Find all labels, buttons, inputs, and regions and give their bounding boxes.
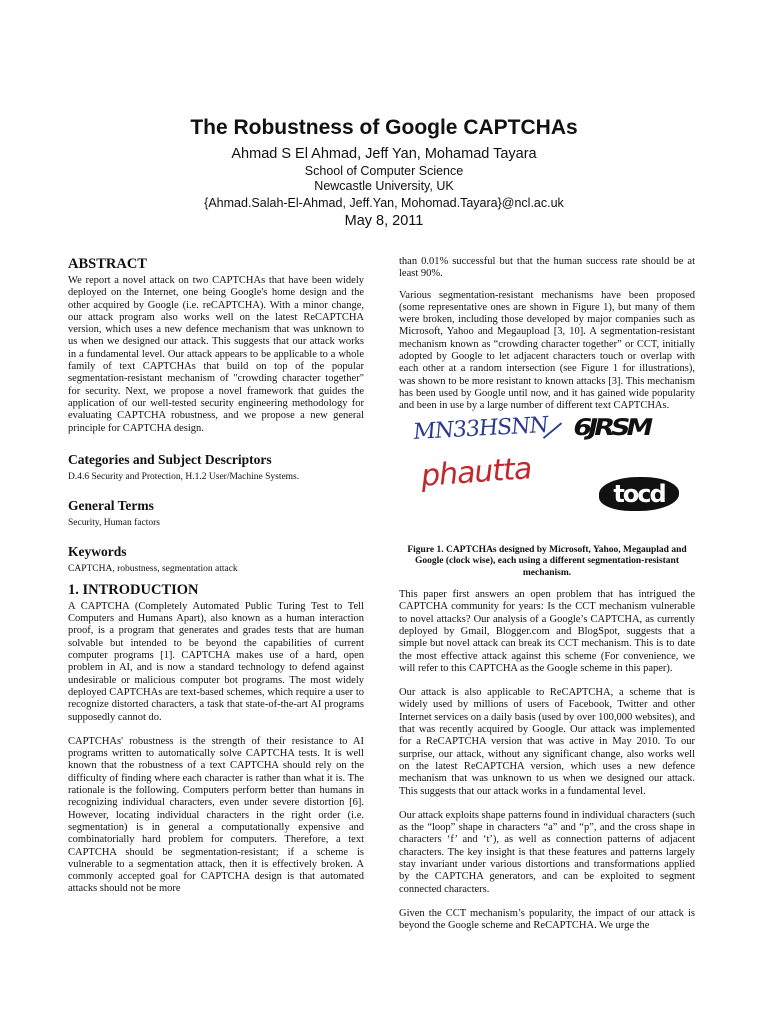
paper-title: The Robustness of Google CAPTCHAs [190, 116, 578, 139]
right-paragraph-3: This paper first answers an open problem that has intrigued the CAPTCHA community for years: Is the CCT mechanism vulnerable to novel attacks? Our analysis of a Google’s CAPTCHA, as currently deployed by Gmail, Blogger.com and BlogSpot, suggests that a simple but novel attack can break its CCT mechanism. This is to date the most effective attack against this scheme (For convenience, we will refer to this CAPTCHA as the Google scheme in this paper). [399, 589, 695, 674]
captcha-microsoft-image [412, 412, 564, 445]
keywords-heading: Keywords [68, 543, 127, 559]
general-terms-text: Security, Human factors [68, 517, 160, 528]
keywords-text: CAPTCHA, robustness, segmentation attack [68, 563, 238, 574]
author-emails[interactable]: {Ahmad.Salah-El-Ahmad, Jeff.Yan, Mohomad.Tayara}@ncl.ac.uk [204, 196, 564, 210]
general-terms-heading: General Terms [68, 497, 154, 513]
introduction-heading: 1. INTRODUCTION [68, 581, 199, 598]
right-paragraph-2: Various segmentation-resistant mechanisms have been proposed (some representative ones are shown in Figure 1), but many of them were broken, including those developed by major companies such as Microsoft, Yahoo and Megaupload [3, 10]. A segmentation-resistant mechanism known as “crowding character together” or CCT, initially adopted by Google to let adjacent characters touch or overlap with each other at a random intersection (see Figure 1 for illustrations), was shown to be more resistant to known attacks [3]. This mechanism has been used by Google until now, and it has gained wide popularity and been in use by a large number of different text CAPTCHAs. [399, 289, 695, 412]
categories-text: D.4.6 Security and Protection, H.1.2 User/Machine Systems. [68, 471, 300, 482]
authors: Ahmad S El Ahmad, Jeff Yan, Mohamad Tayara [231, 146, 537, 162]
abstract-heading: ABSTRACT [68, 256, 147, 272]
captcha-megaupload-text: phautta [419, 450, 533, 494]
figure-1 [399, 412, 695, 539]
introduction-paragraph-2: CAPTCHAs' robustness is the strength of their resistance to AI programs written to automatically solve CAPTCHA tests. It is well known that the robustness of a text CAPTCHA should rely on the difficulty of finding where each character is rather than what it is. The rationale is the following. Computers perform better than humans in recognizing individual characters, even under severe distortion [6]. However, locating individual characters in the right order (i.e. segmentation) is in general a computationally expensive and combinatorially hard problem for computers. Therefore, a text CAPTCHA should be segmentation-resistant; if a scheme is vulnerable to a segmentation attack, then it is effectively broken. A commonly accepted goal for CAPTCHA design is that automated attacks should not be more [68, 735, 364, 895]
captcha-yahoo-text: 6JRSM [570, 413, 652, 441]
affiliation-line-2: Newcastle University, UK [314, 179, 454, 193]
figure-1-caption: Figure 1. CAPTCHAs designed by Microsoft, Yahoo, Megauplad and Google (clock wise), each using a different segmentation-resistant mechanism. [407, 544, 687, 578]
right-paragraph-5: Our attack exploits shape patterns found in individual characters (such as the “loop” shape in characters “a” and “p”, and the cross shape in characters ‘f’ and ‘t’), as well as connection patterns of adjacent characters. The key insight is that these features and patterns largely stay invariant under various distortions and transformations applied by the CAPTCHA generators, and can be exploited to segment connected characters. [399, 809, 695, 895]
right-column [399, 256, 695, 944]
abstract-text: We report a novel attack on two CAPTCHAs that have been widely deployed on the Internet, one being Google's home design and the other acquired by Google (i.e. reCAPTCHA). With a minor change, our attack program also works well on the latest ReCAPTCHA version, which uses a new defence mechanism that was unknown to us when we designed our attack. This suggests that our attack works in a fundamental level. Our attack appears to be applicable to a whole family of text CAPTCHAs that build on top of the popular segmentation-resistant mechanism of "crowding character together" for security. Next, we propose a novel framework that guides the application of our well-tested security engineering methodology for evaluating CAPTCHA robustness, and we propose a new general principle for CAPTCHA design. [68, 275, 364, 434]
paper-date: May 8, 2011 [344, 213, 424, 229]
introduction-paragraph-1: A CAPTCHA (Completely Automated Public Turing Test to Tell Computers and Humans Apart), also known as a human interaction proof, is a program that generates and grades tests that are human solvable but intended to be beyond the capabilities of current computer programs [1]. CAPTCHA makes use of a hard, open problem in AI, and is now a standard technology to defend against undesirable or malicious computer bot programs. The most widely deployed CAPTCHAs are text-based schemes, which require a user to recognize distorted characters, a task that state-of-the-art AI programs supposedly cannot do. [68, 600, 364, 723]
categories-heading: Categories and Subject Descriptors [68, 451, 272, 467]
captcha-yahoo-image [570, 413, 652, 441]
affiliation-line-1: School of Computer Science [304, 164, 464, 178]
right-paragraph-4: Our attack is also applicable to ReCAPTCHA, a scheme that is widely used by millions of users of Facebook, Twitter and other Internet services on a daily basis (used by over 100,000 websites), and that was recently acquired by Google. Our attack was implemented for a ReCAPTCHA version that was active in May 2010. To our surprise, our attack, without any significant change, also works well on the latest ReCAPTCHA version, which uses a new defence mechanism that was unknown to us when we designed our attack. This suggests that our attack works in a fundamental level. [399, 687, 695, 797]
left-column [68, 256, 364, 908]
right-paragraph-6: Given the CCT mechanism’s popularity, the impact of our attack is beyond the Google scheme and ReCAPTCHA. We urge the [399, 907, 695, 932]
captcha-google-image [599, 477, 679, 511]
captcha-megaupload-image [419, 450, 533, 494]
captcha-microsoft-text: MN33HSNN [412, 412, 549, 445]
right-paragraph-1: than 0.01% successful but that the human success rate should be at least 90%. [399, 256, 695, 280]
captcha-google-text: tocd [613, 479, 665, 508]
